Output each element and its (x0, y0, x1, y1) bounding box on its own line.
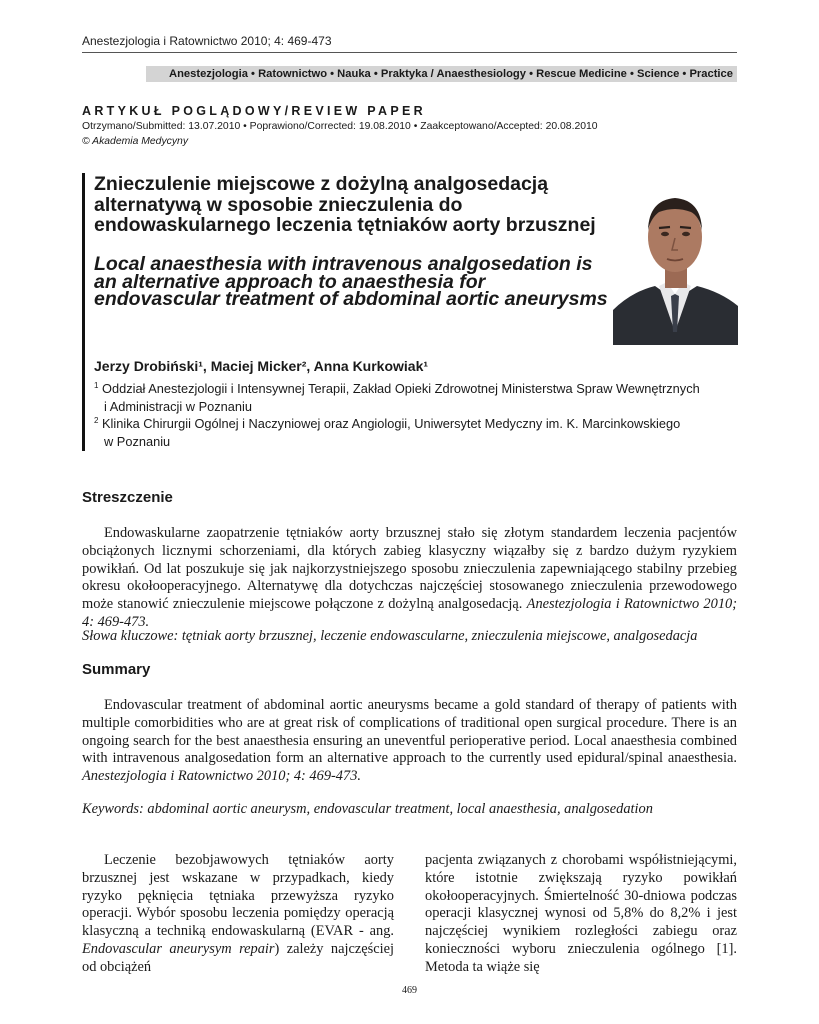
article-type: ARTYKUŁ POGLĄDOWY/REVIEW PAPER (82, 104, 426, 118)
title-english: Local anaesthesia with intravenous analgosedation is an alternative approach to anaesthesia for endovascular treatment of abdominal aortic aneurysms (94, 253, 608, 310)
keywords-polish: Słowa kluczowe: tętniak aorty brzusznej, leczenie endowascularne, znieczulenia miejscowe, analgosedacja (82, 628, 698, 644)
body-text-italic: Endovascular aneurysym repair (82, 940, 275, 957)
affiliation-2 (94, 412, 734, 451)
affiliation-line: Oddział Anestezjologii i Intensywnej Terapii, Zakład Opieki Zdrowotnej Ministerstwa Spraw Wewnętrznych (102, 381, 700, 396)
affiliation-line: Klinika Chirurgii Ogólnej i Naczyniowej oraz Angiologii, Uniwersytet Medyczny im. K. Marcinkowskiego (102, 416, 681, 431)
body-column-left (82, 852, 394, 977)
affiliation-number: 1 (94, 381, 99, 390)
affiliation-line: i Administracji w Poznaniu (104, 399, 252, 414)
page-number: 469 (402, 985, 417, 996)
header-divider (82, 52, 737, 53)
affiliation-1 (94, 377, 734, 416)
streszczenie-heading: Streszczenie (82, 489, 173, 506)
title-polish: Znieczulenie miejscowe z dożylną analgosedacją alternatywą w sposobie znieczulenia do endowaskularnego leczenia tętniaków aorty brzusznej (94, 173, 596, 236)
submission-dates: Otrzymano/Submitted: 13.07.2010 • Poprawiono/Corrected: 19.08.2010 • Zaakceptowano/Accepted: 20.08.2010 (82, 121, 598, 132)
author-photo (613, 182, 738, 345)
journal-citation-header: Anestezjologia i Ratownictwo 2010; 4: 469-473 (82, 34, 332, 48)
abstract-english (82, 697, 737, 786)
affiliation-number: 2 (94, 416, 99, 425)
keywords-english: Keywords: abdominal aortic aneurysm, endovascular treatment, local anaesthesia, analgosedation (82, 801, 653, 817)
abstract-polish-citation: Anestezjologia i Ratownictwo 2010; 4: 469-473. (82, 596, 738, 630)
author-list: Jerzy Drobiński¹, Maciej Micker², Anna Kurkowiak¹ (94, 358, 429, 374)
category-bar-text: Anestezjologia • Ratownictwo • Nauka • Praktyka / Anaesthesiology • Rescue Medicine • Science • Practice (168, 68, 733, 80)
abstract-polish-text: Endowaskularne zaopatrzenie tętniaków aorty brzusznej stało się złotym standardem leczenia pacjentów obciążonych licznymi schorzeniami, dla których zabieg klasyczny wiązałby się z bardzo dużym ryzykiem powikłań. Od lat poszukuje się jak najkorzystniejszego sposobu znieczulenia zapewniającego stabilny przebieg okresu okołooperacyjnego. Alternatywę dla dotychczas najczęściej stosowanego znieczulenia przewodowego może stanowić znieczulenie miejscowe połączone z dożylną analgosedacją. (82, 525, 737, 613)
body-text: Leczenie bezobjawowych tętniaków aorty brzusznej jest wskazane w przypadkach, kiedy ryzyko pęknięcia tętniaka przewyższa ryzyko operacji. Wybór sposobu leczenia pomiędzy operacją klasyczną a techniką endowaskularną (EVAR - ang. (82, 852, 394, 940)
abstract-english-citation: Anestezjologia i Ratownictwo 2010; 4: 469-473. (82, 768, 361, 785)
affiliation-line: w Poznaniu (104, 434, 171, 449)
body-text: ) zależy najczęściej od obciążeń (82, 940, 394, 975)
abstract-english-text: Endovascular treatment of abdominal aortic aneurysms became a gold standard of therapy of patients with multiple comorbidities who are at great risk of complications of traditional open surgical procedure. There is an ongoing search for the best anaesthesia ensuring an uneventful perioperative period. Local anaesthesia combined with intravenous analgosedation form an alternative approach to the currently used epidural/spinal anaesthesia. (82, 697, 737, 767)
abstract-polish (82, 525, 737, 632)
body-column-right: pacjenta związanych z chorobami współistniejącymi, które istotnie zwiększają ryzyko powikłań okołooperacyjnych. Śmiertelność 30-dniowa podczas operacji klasycznej wynosi od 5,8% do 8,2% i jest najczęściej wynikiem rozległości zabiegu oraz konieczności wyboru znieczulenia ogólnego [1]. Metoda ta wiąże się (425, 852, 737, 975)
summary-heading: Summary (82, 661, 151, 678)
category-bar (146, 66, 737, 82)
title-accent-bar (82, 173, 85, 451)
copyright-line: © Akademia Medycyny (82, 136, 189, 147)
